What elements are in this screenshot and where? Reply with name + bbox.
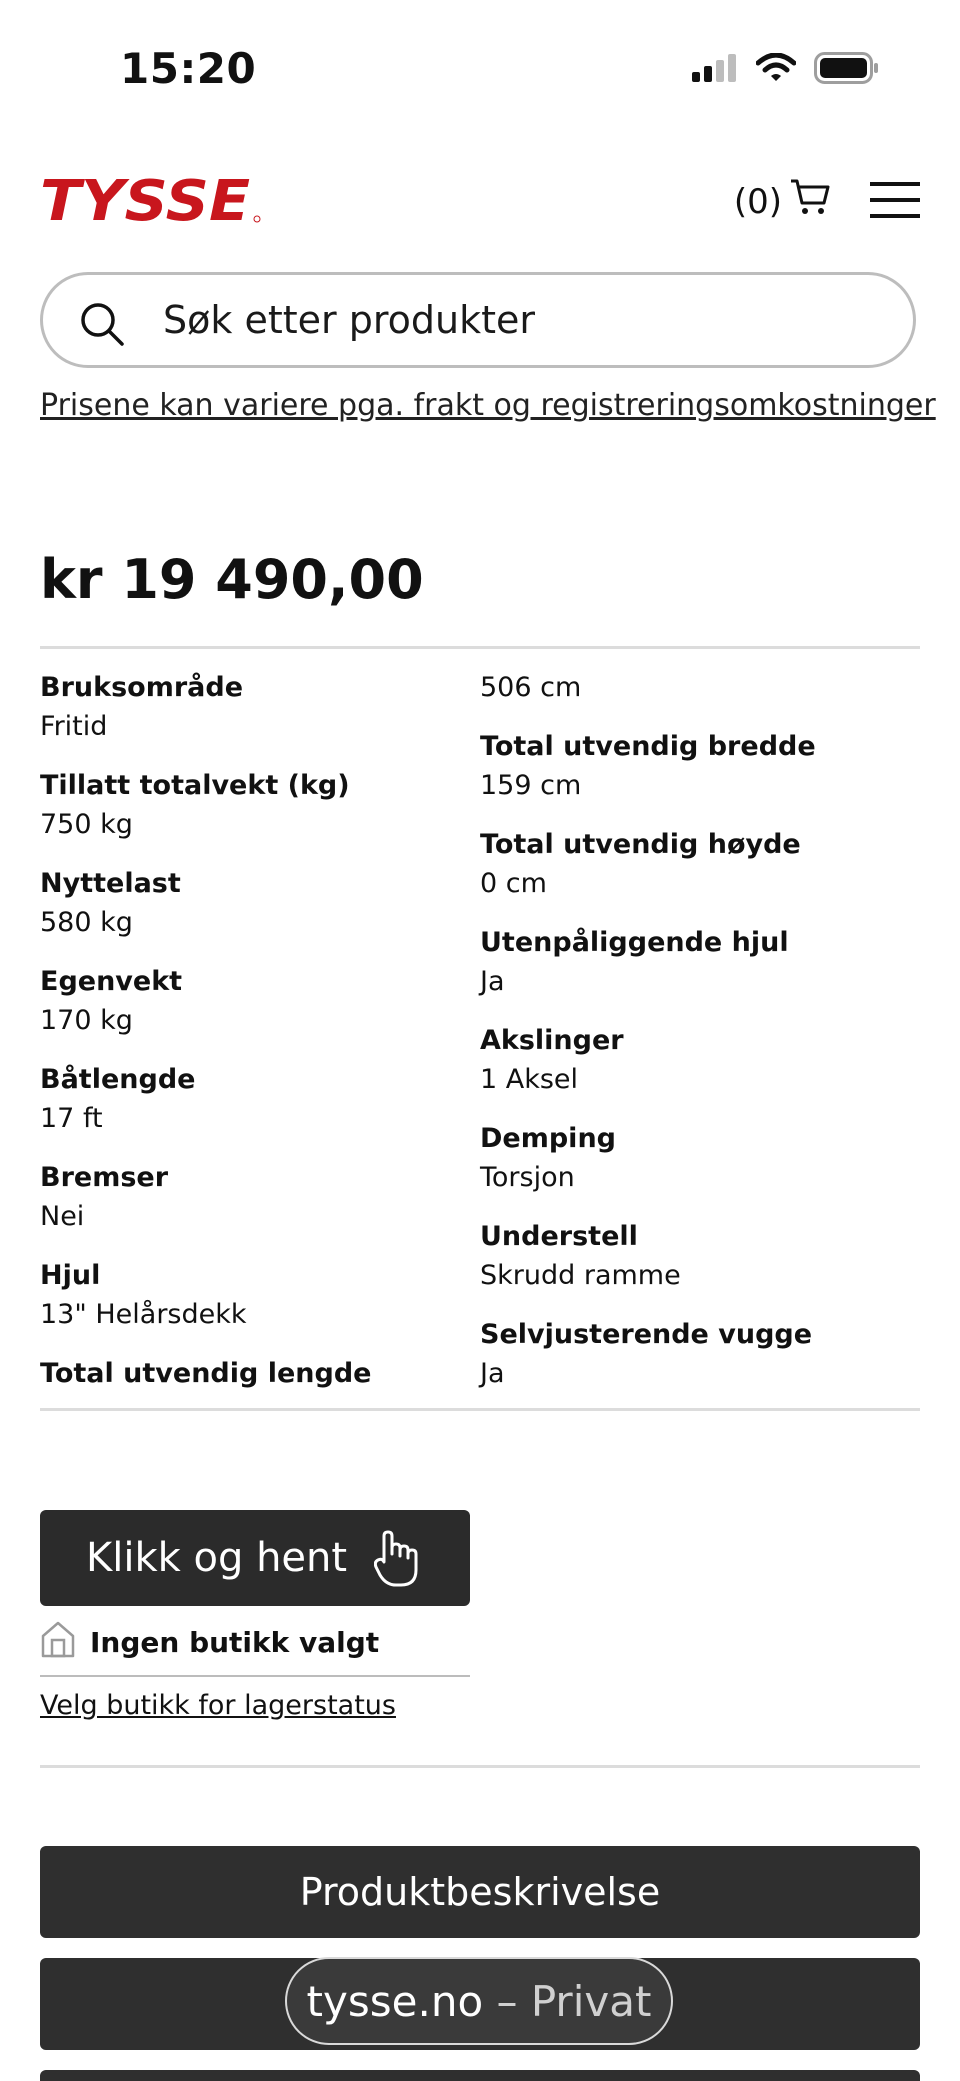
url-separator: – [483, 1976, 531, 2026]
spec-item [40, 766, 470, 844]
spec-item [40, 962, 470, 1040]
wifi-icon [756, 53, 796, 87]
divider [40, 1408, 920, 1411]
svg-text:TYSSE: TYSSE [40, 176, 250, 228]
search-bar[interactable] [40, 272, 916, 368]
spec-item [40, 668, 470, 746]
spec-label: Tillatt totalvekt (kg) [40, 770, 350, 801]
spec-value: 506 cm [480, 672, 582, 703]
spec-label: Total utvendig bredde [480, 731, 816, 762]
signal-icon [692, 54, 738, 86]
specs-left-column [40, 668, 470, 1413]
spec-label: Selvjusterende vugge [480, 1319, 813, 1350]
spec-label: Akslinger [480, 1025, 624, 1056]
spec-item [40, 864, 470, 942]
hamburger-menu-icon[interactable] [870, 180, 920, 220]
spec-value: 0 cm [480, 868, 547, 899]
specs-right-column [480, 668, 920, 1413]
battery-icon [814, 52, 880, 88]
spec-item [480, 1021, 920, 1099]
cart-icon [790, 178, 830, 225]
tysse-logo[interactable] [40, 176, 264, 232]
spec-value: Nei [40, 1201, 85, 1232]
spec-label: Nyttelast [40, 868, 181, 899]
product-description-button[interactable]: Produktbeskrivelse [40, 1846, 920, 1938]
store-icon [40, 1620, 76, 1665]
hand-pointer-icon [374, 1530, 418, 1598]
search-icon [79, 301, 125, 351]
spec-value: 750 kg [40, 809, 133, 840]
spec-label: Hjul [40, 1260, 101, 1291]
click-and-collect-button[interactable] [40, 1510, 470, 1606]
spec-value: Ja [480, 966, 505, 997]
cart-count: (0) [733, 181, 782, 222]
click-and-collect-label: Klikk og hent [86, 1535, 348, 1581]
select-store-link[interactable]: Velg butikk for lagerstatus [40, 1690, 396, 1721]
spec-value: 159 cm [480, 770, 582, 801]
spec-label: Bremser [40, 1162, 169, 1193]
spec-label: Total utvendig lengde [40, 1358, 372, 1389]
spec-value: Skrudd ramme [480, 1260, 681, 1291]
spec-item [480, 1217, 920, 1295]
spec-item [40, 1256, 470, 1334]
spec-label: Demping [480, 1123, 616, 1154]
status-time: 15:20 [120, 44, 257, 93]
spec-value: Ja [480, 1358, 505, 1389]
store-status-text: Ingen butikk valgt [90, 1626, 380, 1659]
spec-label: Utenpåliggende hjul [480, 927, 789, 958]
divider [40, 646, 920, 649]
spec-label: Egenvekt [40, 966, 183, 997]
spec-item [480, 1119, 920, 1197]
spec-value: Fritid [40, 711, 108, 742]
spec-label: Bruksområde [40, 672, 244, 703]
cart-button[interactable] [734, 178, 830, 225]
status-bar [0, 0, 960, 120]
spec-item [40, 1060, 470, 1138]
spec-item [480, 923, 920, 1001]
url-private-mode: Privat [530, 1976, 652, 2026]
accordion-button[interactable] [40, 2070, 920, 2081]
browser-url-pill[interactable] [285, 1957, 673, 2045]
divider [40, 1675, 470, 1677]
spec-item [40, 1354, 470, 1393]
url-domain: tysse.no [306, 1976, 484, 2026]
store-status [40, 1620, 379, 1665]
status-icons [692, 52, 880, 88]
spec-item [480, 1315, 920, 1393]
price-note-link[interactable]: Prisene kan variere pga. frakt og registreringsomkostninger [40, 388, 936, 423]
spec-value: 580 kg [40, 907, 133, 938]
spec-item [480, 727, 920, 805]
spec-item [40, 1158, 470, 1236]
spec-value: 170 kg [40, 1005, 133, 1036]
spec-label: Understell [480, 1221, 638, 1252]
spec-value: 1 Aksel [480, 1064, 579, 1095]
divider [40, 1765, 920, 1768]
spec-label: Båtlengde [40, 1064, 196, 1095]
product-price: kr 19 490,00 [40, 548, 424, 611]
spec-label: Total utvendig høyde [480, 829, 801, 860]
spec-item [480, 668, 920, 707]
site-header [40, 160, 920, 240]
spec-value: Torsjon [480, 1162, 575, 1193]
spec-item [480, 825, 920, 903]
spec-value: 17 ft [40, 1103, 103, 1134]
search-input[interactable] [161, 297, 865, 343]
spec-value: 13" Helårsdekk [40, 1299, 247, 1330]
